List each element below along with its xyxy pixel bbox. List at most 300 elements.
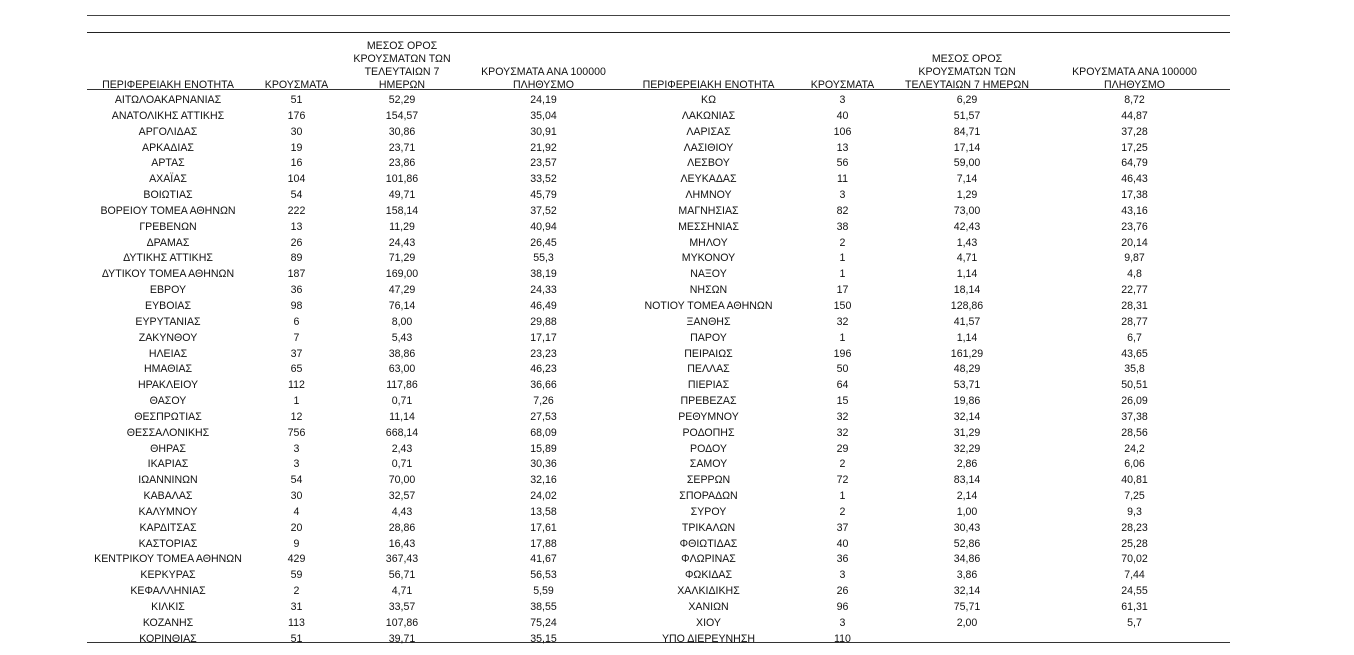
cell-cases-left: 176 xyxy=(287,109,306,122)
cell-cases-left: 112 xyxy=(288,379,305,392)
cell-avg7-right: 59,00 xyxy=(953,157,981,170)
cell-region-right: ΜΗΛΟΥ xyxy=(689,236,728,249)
cell-avg7-left: 71,29 xyxy=(388,252,416,265)
cell-cases-right: 38 xyxy=(836,220,849,233)
table-row xyxy=(87,552,1230,568)
table-row xyxy=(87,283,1230,299)
cell-region-left: ΚΟΖΑΝΗΣ xyxy=(142,616,194,629)
cell-region-right: ΠΙΕΡΙΑΣ xyxy=(687,379,730,392)
cell-avg7-left: 8,00 xyxy=(391,315,413,328)
header-avg7-left: ΜΕΣΟΣ ΟΡΟΣ ΚΡΟΥΣΜΑΤΩΝ ΤΩΝ ΤΕΛΕΥΤΑΙΩΝ 7 ΗΜΕΡΩΝ xyxy=(353,40,451,91)
cell-per100k-left: 45,79 xyxy=(530,189,557,202)
cell-cases-left: 26 xyxy=(290,236,303,249)
cell-per100k-left: 33,52 xyxy=(530,173,557,186)
cell-region-left: ΘΕΣΣΑΛΟΝΙΚΗΣ xyxy=(126,426,210,439)
cell-cases-right: 29 xyxy=(836,442,849,455)
cell-per100k-left: 24,33 xyxy=(530,284,557,297)
cell-cases-left: 12 xyxy=(290,410,303,423)
cell-per100k-left: 17,88 xyxy=(530,537,557,550)
cell-per100k-right: 26,09 xyxy=(1121,395,1148,408)
cell-region-right: ΛΗΜΝΟΥ xyxy=(685,189,732,202)
table-row xyxy=(87,172,1230,188)
cell-cases-left: 54 xyxy=(290,189,303,202)
cell-region-right: ΝΑΞΟΥ xyxy=(690,268,727,281)
table-row xyxy=(87,394,1230,410)
cell-cases-left: 1 xyxy=(293,395,300,408)
cell-region-left: ΚΕΝΤΡΙΚΟΥ ΤΟΜΕΑ ΑΘΗΝΩΝ xyxy=(94,553,242,566)
cell-cases-right: 11 xyxy=(837,173,848,186)
cell-cases-right: 106 xyxy=(833,125,852,138)
cell-cases-left: 113 xyxy=(288,616,305,629)
table-row xyxy=(87,568,1230,584)
cell-region-left: ΚΙΛΚΙΣ xyxy=(151,601,185,613)
cell-per100k-right: 4,8 xyxy=(1127,268,1142,281)
regional-cases-table xyxy=(87,40,1230,648)
cell-region-left: ΑΝΑΤΟΛΙΚΗΣ ΑΤΤΙΚΗΣ xyxy=(111,109,225,122)
header-cases-right: ΚΡΟΥΣΜΑΤΑ xyxy=(810,79,875,91)
table-row xyxy=(87,632,1230,648)
cell-per100k-left: 30,36 xyxy=(530,458,557,471)
cell-per100k-left: 17,61 xyxy=(530,521,557,534)
cell-region-right: ΦΘΙΩΤΙΔΑΣ xyxy=(679,537,738,550)
cell-per100k-left: 46,23 xyxy=(530,363,557,376)
cell-per100k-right: 20,14 xyxy=(1121,236,1148,249)
table-header-row xyxy=(87,40,1230,92)
cell-avg7-right: 32,14 xyxy=(953,410,981,423)
cell-region-right: ΤΡΙΚΑΛΩΝ xyxy=(681,521,736,534)
cell-avg7-right: 6,29 xyxy=(956,94,978,106)
table-row xyxy=(87,125,1230,141)
cell-cases-left: 51 xyxy=(290,632,303,645)
cell-per100k-right: 9,87 xyxy=(1124,252,1145,265)
cell-avg7-left: 76,14 xyxy=(388,299,416,312)
cell-region-left: ΔΡΑΜΑΣ xyxy=(146,236,190,249)
cell-cases-right: 3 xyxy=(839,616,846,629)
cell-region-right: ΝΗΣΩΝ xyxy=(689,284,728,297)
cell-avg7-left: 668,14 xyxy=(385,426,419,439)
cell-region-right: ΞΑΝΘΗΣ xyxy=(686,315,731,328)
cell-region-left: ΗΜΑΘΙΑΣ xyxy=(143,363,193,376)
cell-avg7-right: 48,29 xyxy=(953,363,981,376)
cell-region-left: ΔΥΤΙΚΟΥ ΤΟΜΕΑ ΑΘΗΝΩΝ xyxy=(101,268,235,281)
cell-avg7-left: 169,00 xyxy=(385,268,419,281)
cell-region-right: ΛΑΡΙΣΑΣ xyxy=(686,125,731,138)
cell-avg7-left: 52,29 xyxy=(388,94,416,106)
cell-region-left: ΚΑΡΔΙΤΣΑΣ xyxy=(139,521,197,534)
cell-per100k-left: 41,67 xyxy=(530,553,557,566)
cell-avg7-left: 0,71 xyxy=(391,458,413,471)
cell-per100k-right: 6,7 xyxy=(1127,331,1142,344)
table-row xyxy=(87,92,1230,109)
cell-region-left: ΙΩΑΝΝΙΝΩΝ xyxy=(138,474,198,487)
cell-region-right: ΣΕΡΡΩΝ xyxy=(686,474,731,487)
cell-region-left: ΕΒΡΟΥ xyxy=(149,284,187,297)
cell-avg7-right: 1,14 xyxy=(956,331,978,344)
cell-region-right: ΡΟΔΟΠΗΣ xyxy=(682,426,735,439)
cell-region-right: ΠΡΕΒΕΖΑΣ xyxy=(680,395,737,408)
header-rule xyxy=(87,32,1230,33)
cell-avg7-right: 30,43 xyxy=(953,521,981,534)
cell-avg7-right: 51,57 xyxy=(953,109,981,122)
cell-region-left: ΗΡΑΚΛΕΙΟΥ xyxy=(137,379,199,392)
cell-cases-left: 429 xyxy=(287,553,306,566)
table-row xyxy=(87,378,1230,394)
table-row xyxy=(87,457,1230,473)
cell-avg7-right: 2,86 xyxy=(956,458,978,471)
cell-per100k-left: 24,19 xyxy=(530,94,557,106)
cell-cases-left: 37 xyxy=(290,347,303,360)
cell-region-right: ΦΩΚΙΔΑΣ xyxy=(684,569,733,582)
table-row xyxy=(87,331,1230,347)
cell-cases-right: 3 xyxy=(839,189,846,202)
cell-region-right: ΜΑΓΝΗΣΙΑΣ xyxy=(678,204,739,217)
cell-per100k-right: 43,65 xyxy=(1121,347,1148,360)
cell-cases-right: 2 xyxy=(839,458,846,471)
cell-region-left: ΕΥΡΥΤΑΝΙΑΣ xyxy=(135,315,201,328)
cell-cases-right: 1 xyxy=(839,331,846,344)
cell-per100k-right: 28,23 xyxy=(1121,521,1148,534)
table-row xyxy=(87,616,1230,632)
cell-cases-right: 1 xyxy=(839,268,846,281)
cell-avg7-right: 31,29 xyxy=(953,426,981,439)
cell-region-left: ΖΑΚΥΝΘΟΥ xyxy=(138,331,198,344)
cell-region-right: ΧΙΟΥ xyxy=(696,616,721,629)
cell-cases-right: 96 xyxy=(836,601,849,613)
cell-region-right: ΠΕΛΛΑΣ xyxy=(687,363,730,376)
cell-cases-left: 51 xyxy=(290,94,303,106)
cell-region-right: ΠΕΙΡΑΙΩΣ xyxy=(684,347,733,360)
cell-region-left: ΑΡΓΟΛΙΔΑΣ xyxy=(138,125,198,138)
cell-cases-right: 13 xyxy=(836,141,849,154)
cell-avg7-right: 3,86 xyxy=(956,569,978,582)
cell-cases-left: 6 xyxy=(293,315,300,328)
cell-cases-right: 150 xyxy=(833,299,852,312)
cell-cases-left: 36 xyxy=(290,284,303,297)
cell-per100k-left: 7,26 xyxy=(533,395,554,408)
cell-region-left: ΒΟΙΩΤΙΑΣ xyxy=(143,189,193,202)
table-row xyxy=(87,109,1230,125)
table-row xyxy=(87,362,1230,378)
cell-avg7-left: 11,14 xyxy=(389,410,415,423)
header-region-left: ΠΕΡΙΦΕΡΕΙΑΚΗ ΕΝΟΤΗΤΑ xyxy=(102,79,234,91)
cell-region-left: ΚΑΣΤΟΡΙΑΣ xyxy=(138,537,198,550)
table-row xyxy=(87,426,1230,442)
cell-avg7-right: 52,86 xyxy=(953,537,981,550)
cell-per100k-left: 29,88 xyxy=(530,315,557,328)
cell-cases-right: 17 xyxy=(836,284,849,297)
cell-per100k-left: 17,17 xyxy=(530,331,557,344)
cell-avg7-left: 101,86 xyxy=(385,173,419,186)
cell-per100k-right: 70,02 xyxy=(1121,553,1148,566)
cell-avg7-left: 0,71 xyxy=(391,395,413,408)
cell-region-left: ΚΟΡΙΝΘΙΑΣ xyxy=(139,632,197,645)
cell-cases-right: 37 xyxy=(836,521,849,534)
cell-per100k-right: 50,51 xyxy=(1121,379,1148,392)
cell-per100k-left: 40,94 xyxy=(530,220,557,233)
cell-region-right: ΛΕΥΚΑΔΑΣ xyxy=(680,173,737,186)
table-row xyxy=(87,267,1230,283)
cell-region-left: ΚΕΦΑΛΛΗΝΙΑΣ xyxy=(130,585,206,598)
cell-region-right: ΜΕΣΣΗΝΙΑΣ xyxy=(678,220,739,233)
cell-avg7-left: 107,86 xyxy=(385,616,419,629)
cell-avg7-left: 23,71 xyxy=(388,141,416,154)
cell-avg7-right: 75,71 xyxy=(953,601,981,613)
cell-per100k-right: 7,25 xyxy=(1124,490,1145,503)
cell-per100k-left: 37,52 xyxy=(530,204,557,217)
cell-avg7-left: 2,43 xyxy=(391,442,413,455)
cell-cases-left: 4 xyxy=(293,505,300,518)
cell-cases-right: 3 xyxy=(839,94,846,106)
cell-per100k-left: 13,58 xyxy=(530,505,557,518)
cell-per100k-right: 37,28 xyxy=(1121,125,1148,138)
cell-cases-left: 3 xyxy=(293,442,300,455)
table-row xyxy=(87,584,1230,600)
cell-per100k-left: 56,53 xyxy=(530,569,557,582)
header-per100k-right: ΚΡΟΥΣΜΑΤΑ ΑΝΑ 100000 ΠΛΗΘΥΣΜΟ xyxy=(1072,66,1197,91)
cell-per100k-right: 6,06 xyxy=(1124,458,1145,471)
cell-cases-right: 26 xyxy=(836,585,849,598)
cell-cases-left: 7 xyxy=(293,331,300,344)
cell-per100k-right xyxy=(1039,632,1230,648)
table-row xyxy=(87,204,1230,220)
cell-per100k-left: 32,16 xyxy=(530,474,557,487)
table-row xyxy=(87,188,1230,204)
cell-region-left: ΙΚΑΡΙΑΣ xyxy=(147,458,189,471)
cell-region-right: ΛΑΣΙΘΙΟΥ xyxy=(683,141,734,154)
header-cases-left: ΚΡΟΥΣΜΑΤΑ xyxy=(264,79,329,91)
cell-cases-right: 82 xyxy=(836,204,849,217)
cell-region-right: ΛΕΣΒΟΥ xyxy=(687,157,730,170)
cell-cases-right: 50 xyxy=(836,363,849,376)
cell-avg7-left: 16,43 xyxy=(388,537,416,550)
cell-avg7-left: 4,43 xyxy=(391,505,413,518)
cell-avg7-right: 4,71 xyxy=(956,252,978,265)
cell-avg7-right: 53,71 xyxy=(953,379,981,392)
cell-region-right: ΡΟΔΟΥ xyxy=(690,442,727,455)
cell-cases-right: 64 xyxy=(836,379,849,392)
cell-cases-right: 40 xyxy=(836,109,849,122)
cell-avg7-right: 73,00 xyxy=(953,204,981,217)
cell-per100k-right: 5,7 xyxy=(1127,616,1142,629)
cell-per100k-right: 23,76 xyxy=(1121,220,1148,233)
cell-region-right: ΝΟΤΙΟΥ ΤΟΜΕΑ ΑΘΗΝΩΝ xyxy=(644,299,773,312)
table-row xyxy=(87,141,1230,157)
cell-per100k-left: 38,19 xyxy=(530,268,557,281)
cell-avg7-right: 17,14 xyxy=(953,141,981,154)
cell-region-right: ΧΑΛΚΙΔΙΚΗΣ xyxy=(677,585,740,598)
cell-region-right: ΥΠΟ ΔΙΕΡΕΥΝΗΣΗ xyxy=(661,632,756,645)
cell-per100k-left: 46,49 xyxy=(530,299,557,312)
cell-per100k-left: 27,53 xyxy=(530,410,557,423)
cell-cases-right: 15 xyxy=(836,395,849,408)
cell-avg7-right: 1,29 xyxy=(956,189,978,202)
cell-per100k-left: 38,55 xyxy=(530,601,557,613)
cell-avg7-right: 42,43 xyxy=(953,220,981,233)
cell-cases-right: 56 xyxy=(836,157,849,170)
cell-cases-left: 59 xyxy=(290,569,303,582)
cell-region-left: ΑΧΑΪΑΣ xyxy=(149,173,187,186)
cell-per100k-left: 35,04 xyxy=(530,109,557,122)
cell-region-left: ΚΑΛΥΜΝΟΥ xyxy=(138,505,198,518)
cell-cases-right: 32 xyxy=(836,426,849,439)
cell-region-right: ΠΑΡΟΥ xyxy=(690,331,727,344)
cell-region-left: ΗΛΕΙΑΣ xyxy=(148,347,188,360)
cell-per100k-right: 22,77 xyxy=(1121,284,1148,297)
cell-region-left: ΘΕΣΠΡΩΤΙΑΣ xyxy=(134,410,202,423)
cell-avg7-right: 161,29 xyxy=(950,347,984,360)
cell-cases-right: 32 xyxy=(836,315,849,328)
cell-cases-right: 36 xyxy=(836,553,849,566)
cell-avg7-right: 84,71 xyxy=(953,125,981,138)
cell-cases-right: 196 xyxy=(833,347,852,360)
cell-per100k-right: 28,31 xyxy=(1121,299,1148,312)
cell-avg7-left: 30,86 xyxy=(388,125,416,138)
cell-avg7-right: 128,86 xyxy=(950,299,984,312)
cell-avg7-left: 367,43 xyxy=(385,553,419,566)
cell-per100k-right: 17,25 xyxy=(1121,141,1148,154)
cell-region-left: ΘΑΣΟΥ xyxy=(149,395,187,408)
cell-cases-left: 13 xyxy=(290,220,303,233)
table-row xyxy=(87,156,1230,172)
cell-region-right: ΚΩ xyxy=(701,94,716,106)
cell-per100k-right: 35,8 xyxy=(1124,363,1145,376)
cell-region-right: ΧΑΝΙΩΝ xyxy=(688,601,729,613)
cell-avg7-left: 33,57 xyxy=(388,601,416,613)
cell-cases-left: 19 xyxy=(290,141,303,154)
cell-avg7-right: 19,86 xyxy=(953,395,981,408)
cell-cases-left: 31 xyxy=(290,601,303,613)
cell-per100k-right: 43,16 xyxy=(1121,204,1148,217)
cell-region-right: ΛΑΚΩΝΙΑΣ xyxy=(681,109,736,122)
table-row xyxy=(87,442,1230,458)
cell-avg7-right: 1,43 xyxy=(956,236,978,249)
cell-cases-left: 20 xyxy=(290,521,303,534)
cell-region-left: ΚΕΡΚΥΡΑΣ xyxy=(140,569,196,582)
cell-per100k-right: 7,44 xyxy=(1124,569,1145,582)
cell-region-left: ΘΗΡΑΣ xyxy=(150,442,186,455)
cell-avg7-right: 1,00 xyxy=(956,505,978,518)
cell-per100k-left: 68,09 xyxy=(530,426,557,439)
cell-avg7-left: 23,86 xyxy=(388,157,416,170)
cell-region-right: ΡΕΘΥΜΝΟΥ xyxy=(678,410,739,423)
cell-avg7-right: 18,14 xyxy=(953,284,981,297)
cell-per100k-right: 37,38 xyxy=(1121,410,1148,423)
cell-cases-right: 32 xyxy=(836,410,849,423)
cell-per100k-right: 24,55 xyxy=(1121,585,1148,598)
cell-per100k-left: 23,23 xyxy=(530,347,557,360)
cell-cases-left: 65 xyxy=(290,363,303,376)
cell-region-right: ΜΥΚΟΝΟΥ xyxy=(681,252,736,265)
cell-per100k-left: 23,57 xyxy=(530,157,557,170)
cell-avg7-left: 117,86 xyxy=(386,379,418,392)
cell-per100k-left: 35,15 xyxy=(530,632,557,645)
cell-cases-left: 9 xyxy=(293,537,300,550)
header-region-right: ΠΕΡΙΦΕΡΕΙΑΚΗ ΕΝΟΤΗΤΑ xyxy=(642,79,775,91)
table-row xyxy=(87,505,1230,521)
cell-region-right: ΦΛΩΡΙΝΑΣ xyxy=(681,553,736,566)
cell-avg7-right: 2,00 xyxy=(956,616,978,629)
table-row xyxy=(87,299,1230,315)
cell-avg7-right: 2,14 xyxy=(956,490,978,503)
cell-cases-left: 104 xyxy=(287,173,306,186)
cell-avg7-left: 11,29 xyxy=(389,220,415,233)
cell-per100k-right: 44,87 xyxy=(1121,109,1148,122)
cell-avg7-left: 154,57 xyxy=(385,109,419,122)
cell-per100k-left: 26,45 xyxy=(530,236,557,249)
cell-per100k-left: 30,91 xyxy=(530,125,557,138)
cell-region-right: ΣΠΟΡΑΔΩΝ xyxy=(679,490,738,503)
cell-region-left: ΒΟΡΕΙΟΥ ΤΟΜΕΑ ΑΘΗΝΩΝ xyxy=(100,204,236,217)
table-row xyxy=(87,251,1230,267)
cell-avg7-right: 7,14 xyxy=(956,173,978,186)
cell-avg7-right: 1,14 xyxy=(956,268,978,281)
table-row xyxy=(87,236,1230,252)
cell-cases-left: 222 xyxy=(287,204,306,217)
cell-avg7-right: 41,57 xyxy=(953,315,981,328)
cell-avg7-left: 70,00 xyxy=(388,474,416,487)
cell-avg7-left: 158,14 xyxy=(385,204,419,217)
cell-cases-left: 89 xyxy=(290,252,303,265)
cell-avg7-left: 28,86 xyxy=(388,521,416,534)
cell-region-left: ΑΡΤΑΣ xyxy=(151,157,185,170)
cell-per100k-right: 28,77 xyxy=(1121,315,1148,328)
cell-avg7-left: 24,43 xyxy=(388,236,416,249)
cell-per100k-right: 24,2 xyxy=(1124,442,1145,455)
cell-per100k-right: 46,43 xyxy=(1121,173,1148,186)
cell-cases-left: 3 xyxy=(293,458,300,471)
cell-per100k-left: 24,02 xyxy=(530,490,557,503)
cell-per100k-right: 8,72 xyxy=(1124,94,1145,106)
cell-cases-right: 2 xyxy=(839,505,846,518)
cell-region-left: ΑΙΤΩΛΟΑΚΑΡΝΑΝΙΑΣ xyxy=(114,94,222,106)
cell-avg7-left: 32,57 xyxy=(388,490,416,503)
cell-region-right: ΣΥΡΟΥ xyxy=(690,505,727,518)
table-row xyxy=(87,489,1230,505)
header-avg7-right: ΜΕΣΟΣ ΟΡΟΣ ΚΡΟΥΣΜΑΤΩΝ ΤΩΝ ΤΕΛΕΥΤΑΙΩΝ 7 ΗΜΕΡΩΝ xyxy=(905,53,1029,91)
cell-cases-left: 30 xyxy=(290,125,303,138)
cell-per100k-left: 55,3 xyxy=(533,252,554,265)
cell-avg7-right: 83,14 xyxy=(953,474,981,487)
cell-per100k-right: 28,56 xyxy=(1121,426,1148,439)
cell-region-left: ΓΡΕΒΕΝΩΝ xyxy=(139,220,197,233)
cell-region-left: ΕΥΒΟΙΑΣ xyxy=(145,299,191,312)
cell-per100k-right: 17,38 xyxy=(1121,189,1148,202)
header-per100k-left: ΚΡΟΥΣΜΑΤΑ ΑΝΑ 100000 ΠΛΗΘΥΣΜΟ xyxy=(481,66,606,91)
cell-cases-right: 72 xyxy=(836,474,849,487)
cell-avg7-left: 63,00 xyxy=(388,363,416,376)
cell-cases-left: 54 xyxy=(290,474,303,487)
cell-avg7-left: 5,43 xyxy=(391,331,413,344)
table-row xyxy=(87,315,1230,331)
cell-avg7-right xyxy=(895,632,1039,648)
table-row xyxy=(87,537,1230,553)
cell-avg7-left: 38,86 xyxy=(388,347,416,360)
table-row xyxy=(87,600,1230,616)
cell-region-right: ΣΑΜΟΥ xyxy=(689,458,728,471)
cell-cases-left: 2 xyxy=(293,585,300,598)
cell-avg7-right: 32,29 xyxy=(953,442,981,455)
cell-avg7-left: 47,29 xyxy=(388,284,416,297)
cell-avg7-right: 34,86 xyxy=(953,553,981,566)
cell-per100k-right: 25,28 xyxy=(1121,537,1148,550)
cell-cases-left: 30 xyxy=(290,490,303,503)
table-body xyxy=(87,92,1230,648)
cell-per100k-left: 75,24 xyxy=(530,616,557,629)
cell-cases-right: 2 xyxy=(839,236,846,249)
cell-region-left: ΚΑΒΑΛΑΣ xyxy=(143,490,193,503)
cell-per100k-right: 61,31 xyxy=(1121,601,1148,613)
cell-cases-right: 1 xyxy=(839,252,846,265)
